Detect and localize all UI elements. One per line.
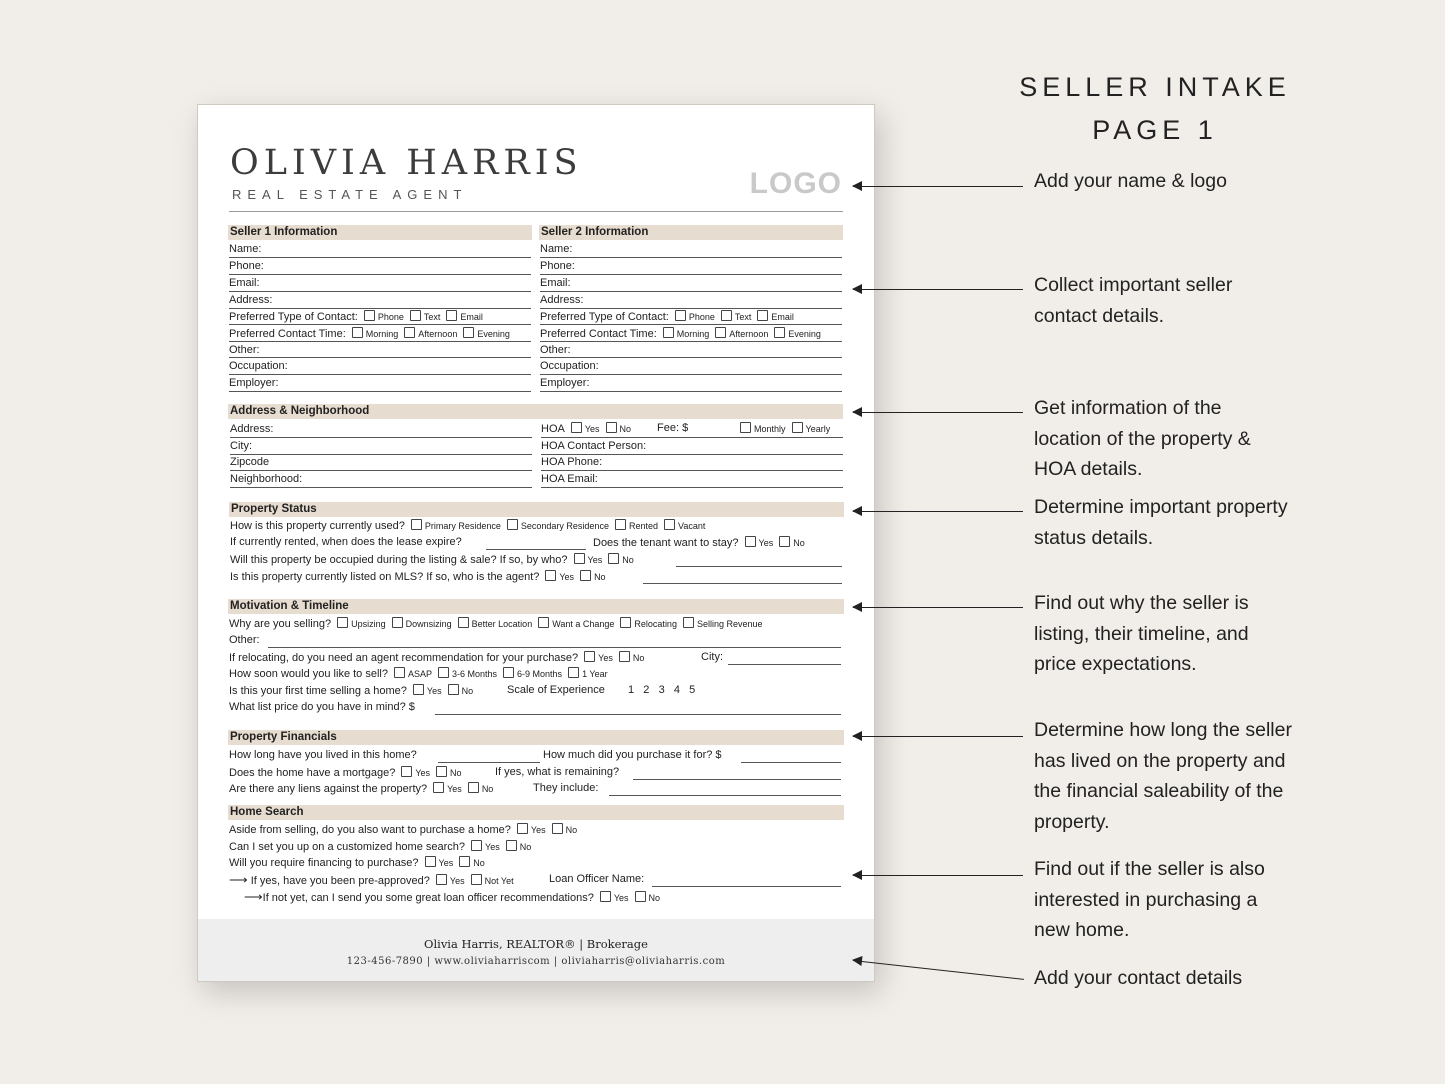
seller1-pref-time-rule: [229, 341, 531, 342]
hoa-monthly-option: Monthly: [754, 424, 786, 434]
seller2-pref-time-rule: [540, 341, 842, 342]
tenant-stay-question: Does the tenant want to stay?: [593, 537, 739, 549]
tenant-stay-no-option: No: [793, 538, 805, 548]
first-time-yes-checkbox[interactable]: [413, 684, 424, 695]
seller1-email-label: Email:: [229, 277, 260, 289]
relocation-city-field[interactable]: [728, 664, 841, 665]
hoa-yearly-checkbox[interactable]: [792, 422, 803, 433]
purchase-yes-option: Yes: [530, 825, 546, 835]
mortgage-no-checkbox[interactable]: [436, 766, 447, 777]
seller2-evening-checkbox[interactable]: [774, 327, 785, 338]
seller1-occupation-label: Occupation:: [229, 360, 288, 372]
note-financials: Determine how long the seller has lived on the property and the financial saleability of the property.: [1034, 719, 1292, 833]
hoa-email-label: HOA Email:: [541, 473, 598, 485]
seller2-evening-option: Evening: [788, 329, 821, 339]
rented-checkbox[interactable]: [615, 519, 626, 530]
vacant-option: Vacant: [677, 521, 706, 531]
liens-no-option: No: [481, 784, 494, 794]
address-neighborhood-heading: Address & Neighborhood: [228, 404, 843, 419]
upsizing-option: Upsizing: [351, 619, 386, 629]
mortgage-yes-checkbox[interactable]: [401, 766, 412, 777]
usage-question: How is this property currently used?: [230, 520, 405, 532]
seller2-afternoon-checkbox[interactable]: [715, 327, 726, 338]
hoa-label: HOA: [541, 423, 565, 435]
seller2-name-label: Name:: [540, 243, 573, 255]
annotation-arrow: [853, 875, 1023, 876]
zipcode-field[interactable]: [230, 470, 532, 471]
better-location-checkbox[interactable]: [458, 617, 469, 628]
six-nine-months-option: 6-9 Months: [517, 669, 563, 679]
recommendations-question: If not yet, can I send you some great loan officer recommendations?: [262, 892, 594, 904]
seller2-address-label: Address:: [540, 294, 584, 306]
asap-checkbox[interactable]: [394, 667, 405, 678]
annotation-arrow: [853, 736, 1023, 737]
selling-revenue-checkbox[interactable]: [683, 617, 694, 628]
hoa-contact-label: HOA Contact Person:: [541, 440, 647, 452]
selling-revenue-option: Selling Revenue: [696, 619, 763, 629]
note-seller-contact: Collect important seller contact details.: [1034, 274, 1233, 327]
recommendation-no-option: No: [632, 653, 645, 663]
annotation-arrow: [853, 412, 1023, 413]
first-time-yes-option: Yes: [426, 686, 442, 696]
seller2-phone-option: Phone: [688, 312, 715, 322]
liens-include-label: They include:: [533, 782, 599, 794]
hoa-email-field[interactable]: [541, 487, 843, 488]
lease-expire-question: If currently rented, when does the lease expire?: [230, 536, 462, 548]
occupied-no-checkbox[interactable]: [608, 553, 619, 564]
seller2-pref-type-label: Preferred Type of Contact:: [540, 311, 669, 323]
hoa-no-option: No: [619, 424, 632, 434]
seller2-email-label: Email:: [540, 277, 571, 289]
secondary-residence-checkbox[interactable]: [507, 519, 518, 530]
seller2-occupation-field[interactable]: [540, 374, 842, 375]
hoa-no-checkbox[interactable]: [606, 422, 617, 433]
note-location-hoa: Get information of the location of the property & HOA details.: [1034, 397, 1251, 480]
seller2-email-option: Email: [771, 312, 794, 322]
annotation-arrow: [853, 960, 1024, 980]
seller1-pref-time-label: Preferred Contact Time:: [229, 328, 346, 340]
rented-option: Rented: [628, 521, 658, 531]
agent-name: OLIVIA HARRIS: [230, 143, 583, 183]
occupied-by-field[interactable]: [676, 566, 842, 567]
occupied-no-option: No: [622, 555, 634, 565]
downsizing-option: Downsizing: [405, 619, 452, 629]
mls-question: Is this property currently listed on MLS? If so, who is the agent?: [230, 571, 540, 583]
seller2-other-label: Other:: [540, 344, 571, 356]
want-change-option: Want a Change: [552, 619, 615, 629]
seller2-phone-field[interactable]: [540, 274, 842, 275]
hoa-phone-field[interactable]: [541, 470, 843, 471]
seller2-name-field[interactable]: [540, 257, 842, 258]
hoa-yes-option: Yes: [584, 424, 600, 434]
seller2-phone-checkbox[interactable]: [675, 310, 686, 321]
mls-yes-option: Yes: [559, 572, 575, 582]
seller2-heading: Seller 2 Information: [539, 225, 843, 240]
six-nine-months-checkbox[interactable]: [503, 667, 514, 678]
recommendation-yes-option: Yes: [598, 653, 613, 663]
seller2-employer-field[interactable]: [540, 391, 842, 392]
tenant-stay-no-checkbox[interactable]: [779, 536, 790, 547]
occupied-question: Will this property be occupied during the listing & sale? If so, by who?: [230, 554, 568, 566]
financing-yes-option: Yes: [438, 858, 454, 868]
seller2-afternoon-option: Afternoon: [729, 329, 769, 339]
years-lived-field[interactable]: [438, 762, 540, 763]
vacant-checkbox[interactable]: [664, 519, 675, 530]
seller1-address-field[interactable]: [229, 308, 531, 309]
agent-title: REAL ESTATE AGENT: [232, 187, 468, 202]
note-contact-details: Add your contact details: [1034, 967, 1243, 989]
annotation-arrow: [853, 607, 1023, 608]
recommend-yes-checkbox[interactable]: [600, 891, 611, 902]
seller1-text-option: Text: [423, 312, 441, 322]
hoa-yes-checkbox[interactable]: [571, 422, 582, 433]
experience-scale-label: Scale of Experience: [507, 684, 605, 696]
annotation-arrow: [853, 511, 1023, 512]
property-status-heading: Property Status: [229, 502, 844, 517]
seller1-other-label: Other:: [229, 344, 260, 356]
better-location-option: Better Location: [471, 619, 533, 629]
seller1-email-field[interactable]: [229, 291, 531, 292]
home-search-heading: Home Search: [228, 805, 844, 820]
remaining-field[interactable]: [633, 779, 841, 780]
seller2-email-checkbox[interactable]: [757, 310, 768, 321]
seller1-pref-type-label: Preferred Type of Contact:: [229, 311, 358, 323]
seller1-evening-option: Evening: [477, 329, 510, 339]
seller2-address-field[interactable]: [540, 308, 842, 309]
list-price-question: What list price do you have in mind? $: [229, 701, 415, 713]
relocation-city-label: City:: [701, 651, 723, 663]
preapproved-yes-option: Yes: [449, 876, 465, 886]
annotation-arrow: [853, 289, 1023, 290]
note-home-search: Find out if the seller is also interested in purchasing a new home.: [1034, 858, 1265, 941]
seller1-email-option: Email: [460, 312, 483, 322]
header-divider: [229, 211, 843, 212]
want-change-checkbox[interactable]: [538, 617, 549, 628]
side-title-line2: PAGE 1: [1092, 115, 1218, 145]
financing-yes-checkbox[interactable]: [425, 856, 436, 867]
search-no-option: No: [519, 842, 532, 852]
seller1-phone-field[interactable]: [229, 274, 531, 275]
first-time-no-checkbox[interactable]: [448, 684, 459, 695]
seller1-other-field[interactable]: [229, 357, 531, 358]
relocating-checkbox[interactable]: [620, 617, 631, 628]
hoa-fee-label: Fee: $: [657, 422, 689, 434]
remaining-question: If yes, what is remaining?: [495, 766, 620, 778]
zipcode-label: Zipcode: [230, 456, 270, 468]
annotation-arrow: [853, 186, 1023, 187]
seller1-pref-type-rule: [229, 324, 531, 325]
motivation-other-field[interactable]: [268, 647, 841, 648]
years-lived-question: How long have you lived in this home?: [229, 749, 417, 761]
footer-contact-info: 123-456-7890 | www.oliviaharriscom | oliviaharris@oliviaharris.com: [346, 956, 726, 967]
financing-no-checkbox[interactable]: [459, 856, 470, 867]
city-label: City:: [230, 440, 252, 452]
upsizing-checkbox[interactable]: [337, 617, 348, 628]
seller1-text-checkbox[interactable]: [410, 310, 421, 321]
arrow-right-icon: ⟶: [244, 889, 263, 904]
seller2-text-option: Text: [734, 312, 752, 322]
loan-officer-field[interactable]: [652, 886, 841, 887]
search-yes-option: Yes: [485, 842, 500, 852]
purchase-no-option: No: [565, 825, 578, 835]
purchase-price-question: How much did you purchase it for? $: [543, 749, 722, 761]
first-time-no-option: No: [461, 686, 474, 696]
recommend-no-option: No: [648, 893, 661, 903]
seller1-name-label: Name:: [229, 243, 262, 255]
motivation-other-label: Other:: [229, 634, 260, 646]
recommend-yes-option: Yes: [613, 893, 629, 903]
motivation-heading: Motivation & Timeline: [228, 599, 844, 614]
neighborhood-label: Neighborhood:: [230, 473, 303, 485]
logo-placeholder: LOGO: [749, 167, 842, 200]
primary-residence-checkbox[interactable]: [411, 519, 422, 530]
property-address-label: Address:: [230, 423, 274, 435]
preapproved-yes-checkbox[interactable]: [436, 874, 447, 885]
liens-question: Are there any liens against the property?: [229, 783, 428, 795]
property-address-field[interactable]: [230, 437, 532, 438]
search-no-checkbox[interactable]: [506, 840, 517, 851]
hoa-monthly-checkbox[interactable]: [740, 422, 751, 433]
preapproved-notyet-checkbox[interactable]: [471, 874, 482, 885]
relocating-option: Relocating: [634, 619, 677, 629]
seller1-evening-checkbox[interactable]: [463, 327, 474, 338]
agent-recommendation-question: If relocating, do you need an agent recommendation for your purchase?: [229, 652, 579, 664]
financing-question: Will you require financing to purchase?: [229, 857, 419, 869]
hoa-contact-field[interactable]: [541, 454, 843, 455]
seller1-address-label: Address:: [229, 294, 273, 306]
three-six-months-checkbox[interactable]: [438, 667, 449, 678]
arrow-right-icon: ⟶: [229, 872, 248, 887]
primary-residence-option: Primary Residence: [424, 521, 501, 531]
hoa-phone-label: HOA Phone:: [541, 456, 603, 468]
purchase-home-question: Aside from selling, do you also want to purchase a home?: [229, 824, 511, 836]
preapproved-notyet-option: Not Yet: [484, 876, 514, 886]
mls-no-option: No: [594, 572, 606, 582]
seller1-occupation-field[interactable]: [229, 374, 531, 375]
one-year-option: 1 Year: [582, 669, 608, 679]
note-name-logo: Add your name & logo: [1034, 170, 1227, 192]
seller2-morning-checkbox[interactable]: [663, 327, 674, 338]
hoa-yearly-option: Yearly: [805, 424, 831, 434]
liens-yes-option: Yes: [447, 784, 462, 794]
seller1-employer-field[interactable]: [229, 391, 531, 392]
purchase-yes-checkbox[interactable]: [517, 823, 528, 834]
seller2-occupation-label: Occupation:: [540, 360, 599, 372]
liens-include-field[interactable]: [609, 795, 841, 796]
seller2-other-field[interactable]: [540, 357, 842, 358]
seller1-heading: Seller 1 Information: [228, 225, 532, 240]
tenant-stay-yes-checkbox[interactable]: [745, 536, 756, 547]
seller1-afternoon-option: Afternoon: [418, 329, 458, 339]
side-title-line1: SELLER INTAKE: [1019, 72, 1291, 102]
seller2-pref-time-label: Preferred Contact Time:: [540, 328, 657, 340]
experience-scale-values[interactable]: 1 2 3 4 5: [628, 684, 696, 696]
seller1-morning-option: Morning: [365, 329, 399, 339]
seller1-employer-label: Employer:: [229, 377, 279, 389]
form-footer: [198, 919, 874, 981]
recommend-no-checkbox[interactable]: [635, 891, 646, 902]
note-motivation: Find out why the seller is listing, their timeline, and price expectations.: [1034, 592, 1249, 675]
liens-no-checkbox[interactable]: [468, 782, 479, 793]
recommendation-yes-checkbox[interactable]: [584, 651, 595, 662]
one-year-checkbox[interactable]: [568, 667, 579, 678]
seller1-email-checkbox[interactable]: [446, 310, 457, 321]
hoa-rule: [541, 437, 843, 438]
intake-form-page: [197, 104, 875, 982]
seller2-pref-type-rule: [540, 324, 842, 325]
occupied-yes-option: Yes: [587, 555, 603, 565]
financials-heading: Property Financials: [228, 730, 844, 745]
secondary-residence-option: Secondary Residence: [520, 521, 609, 531]
seller1-phone-label: Phone:: [229, 260, 264, 272]
mls-no-checkbox[interactable]: [580, 570, 591, 581]
mortgage-no-option: No: [450, 768, 462, 778]
occupied-yes-checkbox[interactable]: [574, 553, 585, 564]
three-six-months-option: 3-6 Months: [452, 669, 498, 679]
mls-yes-checkbox[interactable]: [545, 570, 556, 581]
note-property-status: Determine important property status details.: [1034, 496, 1288, 549]
mortgage-question: Does the home have a mortgage?: [229, 767, 396, 779]
footer-agent-name: Olivia Harris, REALTOR® | Brokerage: [424, 937, 648, 951]
seller1-phone-option: Phone: [377, 312, 404, 322]
tenant-stay-yes-option: Yes: [758, 538, 774, 548]
first-time-question: Is this your first time selling a home?: [229, 685, 407, 697]
mls-agent-field[interactable]: [643, 583, 842, 584]
seller1-name-field[interactable]: [229, 257, 531, 258]
downsizing-checkbox[interactable]: [392, 617, 403, 628]
seller2-phone-label: Phone:: [540, 260, 575, 272]
seller2-text-checkbox[interactable]: [721, 310, 732, 321]
asap-option: ASAP: [407, 669, 432, 679]
seller2-email-field[interactable]: [540, 291, 842, 292]
seller1-phone-checkbox[interactable]: [364, 310, 375, 321]
lease-expire-field[interactable]: [486, 549, 586, 550]
city-field[interactable]: [230, 454, 532, 455]
list-price-field[interactable]: [435, 714, 841, 715]
seller1-afternoon-checkbox[interactable]: [404, 327, 415, 338]
financing-no-option: No: [473, 858, 485, 868]
recommendation-no-checkbox[interactable]: [619, 651, 630, 662]
purchase-price-field[interactable]: [741, 762, 841, 763]
seller1-morning-checkbox[interactable]: [352, 327, 363, 338]
why-selling-question: Why are you selling?: [229, 618, 332, 630]
pre-approved-question: If yes, have you been pre-approved?: [250, 875, 430, 887]
seller2-employer-label: Employer:: [540, 377, 590, 389]
seller2-morning-option: Morning: [676, 329, 710, 339]
home-search-question: Can I set you up on a customized home search?: [229, 841, 466, 853]
purchase-no-checkbox[interactable]: [552, 823, 563, 834]
sell-timing-question: How soon would you like to sell?: [229, 668, 388, 680]
mortgage-yes-option: Yes: [415, 768, 431, 778]
loan-officer-label: Loan Officer Name:: [549, 873, 645, 885]
liens-yes-checkbox[interactable]: [433, 782, 444, 793]
search-yes-checkbox[interactable]: [471, 840, 482, 851]
neighborhood-field[interactable]: [230, 487, 532, 488]
